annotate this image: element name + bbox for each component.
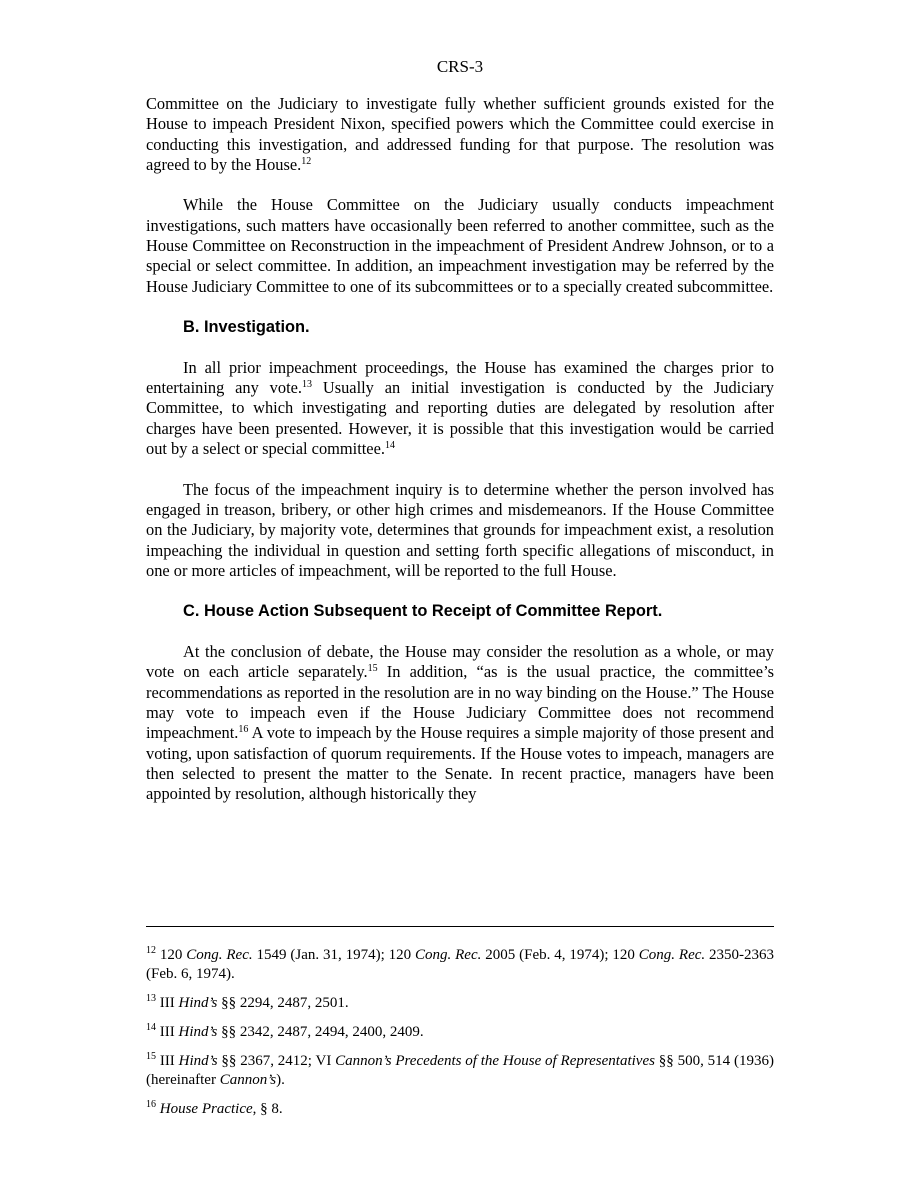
footnote-16: $^{16}$ House Practice, § 8. (146, 1099, 283, 1117)
footnotes (146, 946, 774, 1129)
section-heading-house-action: C. House Action Subsequent to Receipt of Committee Report. (183, 602, 663, 621)
footnote-13: $^{13}$ III Hind’s §§ 2294, 2487, 2501. (146, 993, 349, 1011)
footnote-14: $^{14}$ III Hind’s §§ 2342, 2487, 2494, 2400, 2409. (146, 1022, 424, 1040)
body-text (146, 94, 774, 825)
footnote-ref-12[interactable]: 12 (301, 155, 312, 167)
footnote-ref-14[interactable]: 14 (384, 440, 395, 452)
paragraph-continuation: Committee on the Judiciary to investigate fully whether sufficient grounds existed for the House to impeach President Nixon, specified powers which the Committee could exercise in conducting this investigation, and addressed funding for that purpose. The resolution was agreed to by the House.$^{12}$ (146, 94, 774, 174)
footnote-12: $^{12}$ 120 Cong. Rec. 1549 (Jan. 31, 1974); 120 Cong. Rec. 2005 (Feb. 4, 1974); 120 Cong. Rec. 2350-2363 (Feb. 6, 1974). (146, 945, 775, 982)
footnote-divider (146, 926, 774, 927)
footnote-ref-15[interactable]: 15 (367, 663, 378, 675)
footnote-15: $^{15}$ III Hind’s §§ 2367, 2412; VI Cannon’s Precedents of the House of Representatives §§ 500, 514 (1936) (hereinafter Cannon’s). (146, 1051, 774, 1088)
paragraph-house-action: At the conclusion of debate, the House may consider the resolution as a whole, or may vote on each article separately.$^{15}$ In addition, “as is the usual practice, the committee’s recommendations as reported in the resolution are in no way binding on the House.” The House may vote to impeach even if the House Judiciary Committee does not recommend impeachment.$^{16}$ A vote to impeach by the House requires a simple majority of those present and voting, upon satisfaction of quorum requirements. If the House votes to impeach, managers are then selected to present the matter to the Senate. In recent practice, managers have been appointed by resolution, although historically they (146, 642, 774, 804)
paragraph-prior-proceedings: In all prior impeachment proceedings, the House has examined the charges prior to entertaining any vote.$^{13}$ Usually an initial investigation is conducted by the Judiciary Committee, to which investigating and reporting duties are delegated by resolution after charges have been presented. However, it is possible that this investigation would be carried out by a select or special committee.$^{14}$ (146, 357, 774, 459)
paragraph-committee-referral: While the House Committee on the Judiciary usually conducts impeachment investigations, such matters have occasionally been referred to another committee, such as the House Committee on Reconstruction in the impeachment of President Andrew Johnson, or to a special or select committee. In addition, an impeachment investigation may be referred by the House Judiciary Committee to one of its subcommittees or to a specially created subcommittee. (146, 195, 774, 296)
footnote-ref-13[interactable]: 13 (302, 379, 313, 391)
paragraph-inquiry-focus: The focus of the impeachment inquiry is to determine whether the person involved has engaged in treason, bribery, or other high crimes and misdemeanors. If the House Committee on the Judiciary, by majority vote, determines that grounds for impeachment exist, a resolution impeaching the individual in question and setting forth specific allegations of misconduct, in one or more articles of impeachment, will be reported to the full House. (146, 479, 774, 580)
footnote-ref-16[interactable]: 16 (238, 724, 249, 736)
section-heading-investigation: B. Investigation. (183, 318, 310, 337)
page-number-header: CRS-3 (436, 57, 484, 76)
